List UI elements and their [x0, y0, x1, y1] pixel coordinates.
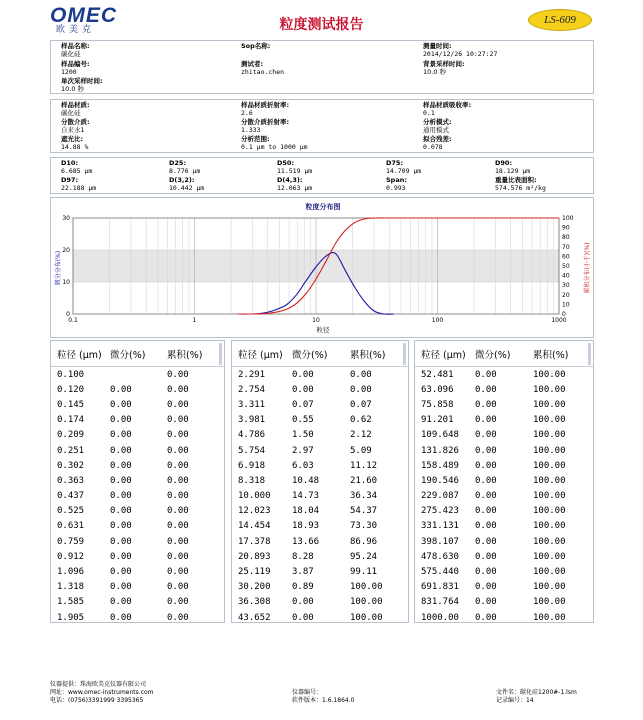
sample-abs-field: 样品材质吸收率: 0.1 [423, 101, 472, 117]
obscuration-field: 遮光比: 14.88 % [61, 135, 89, 151]
cell-cum: 0.00 [167, 384, 189, 395]
cell-diff: 0.00 [475, 567, 497, 578]
table-row [415, 489, 593, 504]
table-row [51, 534, 224, 549]
cell-cum: 11.12 [350, 460, 378, 471]
dispersant-ri-field: 分散介质折射率: 1.333 [241, 118, 290, 134]
d90-field: D90: 18.129 μm [495, 159, 531, 175]
cell-diff: 0.00 [110, 384, 132, 395]
cell-size: 831.764 [421, 597, 459, 608]
table-row [232, 564, 408, 579]
table-body [415, 367, 593, 623]
chart-ylabel-right: 累积分布(小于)(%) [584, 242, 591, 294]
cell-cum: 73.30 [350, 521, 378, 532]
table-row [415, 610, 593, 623]
cell-diff: 0.00 [110, 582, 132, 593]
cell-cum: 54.37 [350, 506, 378, 517]
distribution-chart-svg [51, 198, 595, 339]
table-header [232, 341, 408, 367]
cell-cum: 0.00 [167, 521, 189, 532]
cell-diff: 0.00 [475, 506, 497, 517]
cell-cum: 5.09 [350, 445, 372, 456]
cell-diff: 18.93 [292, 521, 320, 532]
distribution-chart [50, 197, 594, 338]
x-tick-label: 0.1 [68, 317, 78, 324]
fit-residual-field: 拟合残差: 0.078 [423, 135, 452, 151]
cell-diff: 10.48 [292, 475, 320, 486]
cell-diff: 0.00 [110, 399, 132, 410]
cell-size: 0.145 [57, 399, 85, 410]
cell-diff: 0.00 [110, 536, 132, 547]
table-row [232, 397, 408, 412]
cell-size: 8.318 [238, 475, 266, 486]
cell-size: 1.096 [57, 567, 85, 578]
cell-diff: 0.00 [475, 415, 497, 426]
cell-cum: 99.11 [350, 567, 378, 578]
y-tick-label-right: 80 [562, 234, 570, 242]
cell-diff: 8.28 [292, 551, 314, 562]
cell-cum: 0.00 [167, 369, 189, 380]
cell-size: 6.918 [238, 460, 266, 471]
y-tick-label-right: 20 [562, 291, 570, 299]
table-row [51, 564, 224, 579]
header-cum: 累积(%) [167, 349, 203, 361]
table-row [232, 413, 408, 428]
table-row [415, 580, 593, 595]
cell-cum: 0.00 [167, 567, 189, 578]
cell-size: 131.826 [421, 445, 459, 456]
cell-diff: 0.00 [292, 597, 314, 608]
material-panel [50, 99, 594, 153]
cell-size: 52.481 [421, 369, 454, 380]
cell-cum: 100.00 [350, 612, 383, 623]
cell-cum: 100.00 [350, 597, 383, 608]
scrollbar[interactable] [403, 343, 406, 365]
cell-size: 1.585 [57, 597, 85, 608]
header-size: 粒径 (μm) [238, 349, 283, 361]
table-header [51, 341, 224, 367]
table-row [51, 473, 224, 488]
cell-size: 190.546 [421, 475, 459, 486]
y-tick-label-right: 40 [562, 272, 570, 280]
cell-cum: 100.00 [533, 597, 566, 608]
footer-provider: 仪器提供：珠海欧美克仪器有限公司 [50, 681, 147, 688]
cell-size: 2.754 [238, 384, 266, 395]
cell-diff: 0.00 [110, 612, 132, 623]
cell-cum: 0.00 [167, 506, 189, 517]
model-badge: LS-609 [528, 9, 592, 31]
table-row [415, 367, 593, 382]
cell-diff: 2.97 [292, 445, 314, 456]
table-row [51, 519, 224, 534]
cell-cum: 100.00 [533, 399, 566, 410]
header-diff: 微分(%) [292, 349, 328, 361]
y-tick-label-left: 20 [62, 247, 70, 254]
cell-size: 158.489 [421, 460, 459, 471]
cell-size: 109.648 [421, 430, 459, 441]
cell-size: 20.893 [238, 551, 271, 562]
cell-size: 0.302 [57, 460, 85, 471]
cell-cum: 0.07 [350, 399, 372, 410]
cell-cum: 0.00 [167, 551, 189, 562]
cell-diff: 0.00 [475, 582, 497, 593]
cell-diff: 1.50 [292, 430, 314, 441]
table-row [51, 504, 224, 519]
table-row [415, 473, 593, 488]
table-row [51, 367, 224, 382]
cell-cum: 100.00 [533, 430, 566, 441]
table-row [232, 473, 408, 488]
scrollbar[interactable] [588, 343, 591, 365]
cell-diff: 0.55 [292, 415, 314, 426]
cell-size: 12.023 [238, 506, 271, 517]
cell-size: 3.311 [238, 399, 266, 410]
cell-diff: 14.73 [292, 491, 320, 502]
cell-diff: 0.00 [110, 415, 132, 426]
y-tick-label-right: 70 [562, 243, 570, 251]
cell-cum: 0.00 [350, 384, 372, 395]
report-title: 粒度测试报告 [279, 17, 364, 33]
table-row [51, 610, 224, 623]
dispersant-field: 分散介质: 自来水1 [61, 118, 90, 134]
cell-size: 275.423 [421, 506, 459, 517]
table-row [232, 504, 408, 519]
table-row [51, 382, 224, 397]
cell-cum: 0.00 [167, 612, 189, 623]
sop-field: Sop名称: [241, 42, 271, 50]
cell-diff: 0.00 [475, 521, 497, 532]
cell-size: 0.100 [57, 369, 85, 380]
operator-field: 测试者: zhitao.chen [241, 60, 285, 76]
cell-diff: 0.00 [292, 369, 314, 380]
cell-size: 4.786 [238, 430, 266, 441]
cell-cum: 0.00 [167, 536, 189, 547]
measure-time-field: 测量时间: 2014/12/26 10:27:27 [423, 42, 498, 58]
cell-cum: 100.00 [533, 491, 566, 502]
sample-material-field: 样品材质: 碳化硅 [61, 101, 90, 117]
cell-diff: 0.00 [110, 506, 132, 517]
cell-diff: 0.00 [475, 551, 497, 562]
cell-size: 1.905 [57, 612, 85, 623]
cell-diff: 0.00 [110, 475, 132, 486]
table-body [232, 367, 408, 623]
cell-diff: 0.00 [475, 536, 497, 547]
chart-plot-area [62, 215, 573, 324]
table-row [232, 458, 408, 473]
d32-field: D(3,2): 10.442 μm [169, 176, 205, 192]
sample-info-panel [50, 40, 594, 94]
cell-size: 0.759 [57, 536, 85, 547]
x-tick-label: 1 [192, 317, 197, 324]
y-tick-label-right: 10 [562, 301, 570, 309]
table-header [415, 341, 593, 367]
y-tick-label-right: 30 [562, 282, 570, 290]
footer-website: 网址：www.omec-instruments.com [50, 689, 154, 696]
cell-size: 75.858 [421, 399, 454, 410]
table-row [51, 397, 224, 412]
cell-diff: 0.89 [292, 582, 314, 593]
cell-size: 30.200 [238, 582, 271, 593]
cell-diff: 0.00 [475, 491, 497, 502]
table-body [51, 367, 224, 623]
cell-size: 1000.00 [421, 612, 459, 623]
header-size: 粒径 (μm) [57, 349, 102, 361]
range-field: 分析范围: 0.1 μm to 1000 μm [241, 135, 308, 151]
cell-size: 0.120 [57, 384, 85, 395]
cell-size: 5.754 [238, 445, 266, 456]
report-footer [50, 681, 594, 711]
header-size: 粒径 (μm) [421, 349, 466, 361]
cell-diff: 6.03 [292, 460, 314, 471]
y-tick-label-right: 0 [562, 311, 566, 318]
cell-size: 229.087 [421, 491, 459, 502]
cell-cum: 86.96 [350, 536, 378, 547]
cell-diff: 0.00 [110, 597, 132, 608]
cell-size: 691.831 [421, 582, 459, 593]
cell-cum: 100.00 [533, 460, 566, 471]
cell-size: 14.454 [238, 521, 271, 532]
cell-cum: 100.00 [533, 567, 566, 578]
table-row [51, 458, 224, 473]
d50-field: D50: 11.519 μm [277, 159, 313, 175]
x-tick-label: 100 [431, 317, 444, 324]
cell-size: 36.308 [238, 597, 271, 608]
table-row [415, 564, 593, 579]
cell-diff: 3.87 [292, 567, 314, 578]
cell-diff: 0.00 [110, 491, 132, 502]
table-row [415, 534, 593, 549]
cell-cum: 0.00 [167, 460, 189, 471]
header-diff: 微分(%) [475, 349, 511, 361]
cell-cum: 100.00 [533, 445, 566, 456]
table-row [51, 443, 224, 458]
table-row [415, 519, 593, 534]
results-panel [50, 157, 594, 194]
cell-cum: 95.24 [350, 551, 378, 562]
footer-software-version: 软件版本：1.6.1864.0 [292, 697, 355, 704]
cell-diff: 0.07 [292, 399, 314, 410]
sample-name-field: 样品名称: 碳化硅 [61, 42, 90, 58]
cell-size: 2.291 [238, 369, 266, 380]
y-tick-label-left: 10 [62, 279, 70, 286]
cell-size: 91.201 [421, 415, 454, 426]
y-tick-label-left: 0 [66, 311, 70, 318]
table-row [415, 595, 593, 610]
cell-diff: 0.00 [292, 384, 314, 395]
header-diff: 微分(%) [110, 349, 146, 361]
cell-diff: 18.04 [292, 506, 320, 517]
d10-field: D10: 6.685 μm [61, 159, 93, 175]
table-row [232, 519, 408, 534]
table-row [415, 549, 593, 564]
cell-cum: 0.00 [167, 582, 189, 593]
table-row [232, 382, 408, 397]
table-row [232, 580, 408, 595]
cell-cum: 0.00 [167, 445, 189, 456]
cell-cum: 100.00 [533, 536, 566, 547]
d75-field: D75: 14.709 μm [386, 159, 422, 175]
cell-size: 0.525 [57, 506, 85, 517]
size-table-3 [414, 340, 594, 623]
cell-cum: 100.00 [350, 582, 383, 593]
cell-cum: 0.00 [167, 399, 189, 410]
y-tick-label-right: 60 [562, 253, 570, 261]
sample-no-field: 样品编号: 1200 [61, 60, 90, 76]
cell-diff: 13.66 [292, 536, 320, 547]
cell-size: 331.131 [421, 521, 459, 532]
cell-cum: 0.00 [167, 430, 189, 441]
header-cum: 累积(%) [533, 349, 569, 361]
table-row [232, 428, 408, 443]
footer-file-name: 文件名：碳化硅1200#-1.lsm [496, 689, 577, 696]
table-row [232, 549, 408, 564]
y-tick-label-left: 30 [62, 215, 70, 222]
chart-title: 粒度分布图 [305, 203, 341, 211]
logo-brand-cn: 欧美克 [56, 25, 96, 35]
table-row [232, 489, 408, 504]
logo-brand: OMEC [50, 4, 117, 27]
chart-ylabel-left: 微分分布(%) [55, 250, 62, 286]
cell-cum: 100.00 [533, 506, 566, 517]
table-row [232, 534, 408, 549]
cell-cum: 100.00 [533, 369, 566, 380]
footer-record-no: 记录编号：14 [496, 697, 534, 704]
table-row [232, 595, 408, 610]
cell-diff: 0.00 [110, 521, 132, 532]
cell-diff: 0.00 [475, 597, 497, 608]
cell-cum: 0.00 [167, 597, 189, 608]
footer-phone: 电话：(0756)3391999 3395365 [50, 697, 144, 704]
chart-xlabel: 粒径 [316, 326, 330, 334]
d97-field: D97: 22.188 μm [61, 176, 97, 192]
cell-diff: 0.00 [110, 430, 132, 441]
cell-cum: 21.60 [350, 475, 378, 486]
cell-diff: 0.00 [475, 612, 497, 623]
cell-cum: 36.34 [350, 491, 378, 502]
cell-size: 43.652 [238, 612, 271, 623]
header-cum: 累积(%) [350, 349, 386, 361]
sample-ri-field: 样品材质折射率: 2.6 [241, 101, 290, 117]
table-row [51, 595, 224, 610]
cell-cum: 0.00 [350, 369, 372, 380]
scrollbar[interactable] [219, 343, 222, 365]
cell-cum: 100.00 [533, 415, 566, 426]
table-row [51, 428, 224, 443]
single-sampling-field: 单次采样时间: 10.0 秒 [61, 77, 103, 93]
cell-diff: 0.00 [475, 399, 497, 410]
cell-diff: 0.00 [475, 445, 497, 456]
y-tick-label-right: 90 [562, 224, 570, 232]
table-row [232, 443, 408, 458]
y-tick-label-right: 50 [562, 263, 570, 270]
cell-cum: 0.00 [167, 491, 189, 502]
table-row [51, 580, 224, 595]
table-row [232, 367, 408, 382]
table-row [415, 458, 593, 473]
cell-diff: 0.00 [110, 460, 132, 471]
cell-cum: 100.00 [533, 384, 566, 395]
cell-diff: 0.00 [475, 369, 497, 380]
cell-cum: 0.00 [167, 475, 189, 486]
cell-size: 0.174 [57, 415, 85, 426]
cell-diff: 0.00 [475, 475, 497, 486]
cell-size: 478.630 [421, 551, 459, 562]
cell-cum: 100.00 [533, 475, 566, 486]
cell-size: 575.440 [421, 567, 459, 578]
size-table-2 [231, 340, 409, 623]
cell-cum: 0.62 [350, 415, 372, 426]
x-tick-label: 10 [312, 317, 320, 324]
table-row [415, 397, 593, 412]
cell-size: 0.631 [57, 521, 85, 532]
cell-diff: 0.00 [110, 551, 132, 562]
y-tick-label-right: 100 [562, 215, 574, 222]
table-row [415, 382, 593, 397]
cell-size: 0.209 [57, 430, 85, 441]
cell-diff: 0.00 [110, 567, 132, 578]
table-row [415, 443, 593, 458]
cell-size: 0.437 [57, 491, 85, 502]
cell-diff: 0.00 [292, 612, 314, 623]
ssa-field: 重量比表面积: 574.576 m²/kg [495, 176, 546, 192]
table-row [51, 549, 224, 564]
cell-diff: 0.00 [475, 460, 497, 471]
x-tick-label: 1000 [551, 317, 567, 324]
table-row [51, 413, 224, 428]
d43-field: D(4,3): 12.063 μm [277, 176, 313, 192]
cell-size: 3.981 [238, 415, 266, 426]
cell-cum: 100.00 [533, 612, 566, 623]
size-table-1 [50, 340, 225, 623]
table-row [51, 489, 224, 504]
cell-diff: 0.00 [110, 445, 132, 456]
table-row [232, 610, 408, 623]
span-field: Span: 0.993 [386, 176, 407, 192]
cell-size: 63.096 [421, 384, 454, 395]
cell-size: 398.107 [421, 536, 459, 547]
cell-size: 10.000 [238, 491, 271, 502]
cell-cum: 100.00 [533, 551, 566, 562]
cell-diff: 0.00 [475, 430, 497, 441]
d25-field: D25: 8.776 μm [169, 159, 201, 175]
cell-cum: 0.00 [167, 415, 189, 426]
cell-size: 25.119 [238, 567, 271, 578]
footer-instrument-no: 仪器编号： [292, 689, 323, 696]
cell-cum: 100.00 [533, 521, 566, 532]
cell-cum: 2.12 [350, 430, 372, 441]
table-row [415, 413, 593, 428]
cell-diff: 0.00 [475, 384, 497, 395]
bg-sampling-field: 背景采样时间: 10.0 秒 [423, 60, 465, 76]
table-row [415, 504, 593, 519]
cell-cum: 100.00 [533, 582, 566, 593]
cell-size: 0.251 [57, 445, 85, 456]
cell-size: 0.912 [57, 551, 85, 562]
table-row [415, 428, 593, 443]
analysis-mode-field: 分析模式: 通用模式 [423, 118, 452, 134]
cell-size: 1.318 [57, 582, 85, 593]
cell-size: 0.363 [57, 475, 85, 486]
cell-size: 17.378 [238, 536, 271, 547]
